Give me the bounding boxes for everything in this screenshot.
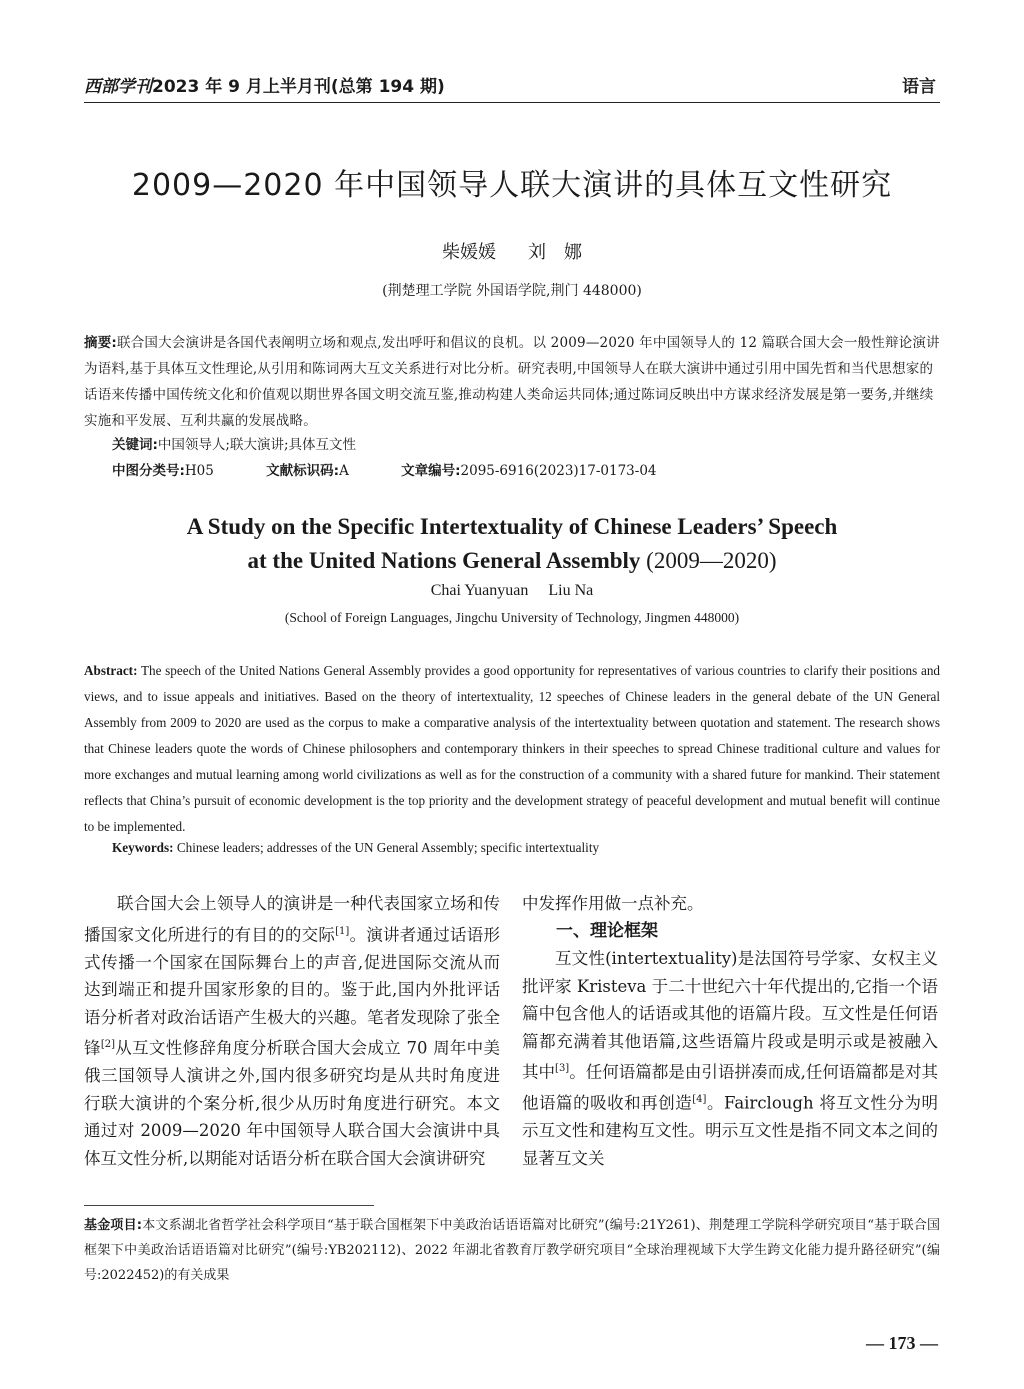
keywords-chinese: [112, 433, 356, 453]
keywords-cn-label: 关键词:: [112, 437, 158, 453]
doc-code-label: 文献标识码:: [266, 463, 340, 479]
funding-label: 基金项目:: [84, 1218, 142, 1233]
title-en-years: (2009—2020): [646, 548, 777, 573]
author-1-cn: 柴媛媛: [442, 242, 496, 263]
citation-ref: [3]: [555, 1063, 570, 1074]
title-en-line2: at the United Nations General Assembly: [247, 548, 641, 573]
abstract-en-label: Abstract:: [84, 663, 138, 678]
citation-ref: [1]: [335, 925, 350, 937]
author-2-en: Liu Na: [548, 582, 594, 599]
author-1-en: Chai Yuanyuan: [430, 582, 529, 599]
header-divider: [84, 102, 940, 103]
running-header: [84, 72, 445, 97]
abstract-english: [84, 658, 940, 840]
classification-line: [112, 459, 705, 479]
keywords-english: [112, 840, 599, 856]
abstract-en-text: The speech of the United Nations General Assembly provides a good opportunity for representatives of various countries to clarify their positions and views, and to issue appeals and initiatives. Based on the theory of intertextuality, 12 speeches of Chinese leaders in the general debate of the UN General Assembly from 2009 to 2020 are used as the corpus to make a comparative analysis of the intertextuality between quotation and statement. The research shows that Chinese leaders quote the words of Chinese philosophers and contemporary thinkers in their speeches to spread Chinese traditional culture and values for more exchanges and mutual learning among world civilizations as well as for the construction of a community with a shared future for mankind. Their statement reflects that China’s pursuit of economic development is the top priority and the development strategy of peaceful development and mutual benefit will continue to be implemented.: [84, 663, 941, 834]
author-2-cn: 刘 娜: [528, 242, 582, 263]
article-number-value: 2095-6916(2023)17-0173-04: [460, 463, 657, 479]
citation-ref: [4]: [692, 1094, 707, 1105]
citation-ref: [2]: [100, 1039, 115, 1050]
keywords-cn-text: 中国领导人;联大演讲;具体互文性: [157, 437, 357, 453]
title-en-line1: A Study on the Specific Intertextuality of Chinese Leaders’ Speech: [186, 514, 838, 539]
body-paragraph: 联合国大会上领导人的演讲是一种代表国家立场和传播国家文化所进行的有目的的交际[1]。演讲者通过话语形式传播一个国家在国际舞台上的声音,促进国际交流从而达到端正和提升国家形象的目的。鉴于此,国内外批评话语分析者对政治话语产生极大的兴趣。笔者发现除了张全锋[2]从互文性修辞角度分析联合国大会成立 70 周年中美俄三国领导人演讲之外,国内很多研究均是从共时角度进行联大演讲的个案分析,很少从历时角度进行研究。本文通过对 2009—2020 年中国领导人联合国大会演讲中具体互文性分析,以期能对话语分析在联合国大会演讲研究: [84, 894, 501, 1168]
body-paragraph: 互文性(intertextuality)是法国符号学家、女权主义批评家 Kristeva 于二十世纪六十年代提出的,它指一个语篇中包含他人的话语或其他的语篇片段。互文性是任何语篇都充满着其他语篇,这些语篇片段或是明示或是被融入其中[3]。任何语篇都是由引语拼凑而成,任何语篇都是对其他语篇的吸收和再创造[4]。Fairclough 将互文性分为明示互文性和建构互文性。明示互文性是指不同文本之间的显著互文关: [522, 949, 939, 1168]
keywords-en-text: Chinese leaders; addresses of the UN General Assembly; specific intertextuality: [176, 840, 600, 855]
issue-info: 2023 年 9 月上半月刊(总第 194 期): [152, 77, 445, 97]
title-chinese: 2009—2020 年中国领导人联大演讲的具体互文性研究: [131, 168, 893, 203]
authors-english: [0, 582, 1024, 600]
clc-label: 中图分类号:: [112, 463, 185, 479]
footnote-divider: [84, 1205, 374, 1206]
page-number: — 173 —: [866, 1333, 938, 1353]
funding-footnote: [84, 1213, 940, 1288]
abstract-cn-text: 联合国大会演讲是各国代表阐明立场和观点,发出呼吁和倡议的良机。以 2009—2020 年中国领导人的 12 篇联合国大会一般性辩论演讲为语料,基于具体互文性理论,从引用和陈词两大互文关系进行对比分析。研究表明,中国领导人在联大演讲中通过引用中国先哲和当代思想家的话语来传播中国传统文化和价值观以期世界各国文明交流互鉴,推动构建人类命运共同体;通过陈词反映出中方谋求经济发展是第一要务,并继续实施和平发展、互利共赢的发展战略。: [84, 335, 940, 429]
title-english: [0, 510, 1024, 578]
body-column-right: [522, 890, 938, 1172]
clc-value: H05: [184, 463, 214, 479]
keywords-en-label: Keywords:: [112, 840, 174, 855]
section-tag: 语言: [902, 77, 936, 97]
funding-text: 本文系湖北省哲学社会科学项目“基于联合国框架下中美政治话语语篇对比研究”(编号:21Y261)、荆楚理工学院科学研究项目“基于联合国框架下中美政治话语语篇对比研究”(编号:YB202112)、2022 年湖北省教育厅教学研究项目“全球治理视域下大学生跨文化能力提升路径研究”(编号:2022452)的有关成果: [84, 1218, 940, 1283]
abstract-cn-label: 摘要:: [84, 335, 117, 351]
journal-logo: 西部学刊: [84, 77, 152, 97]
affiliation-chinese: (荆楚理工学院 外国语学院,荆门 448000): [382, 283, 642, 299]
body-column-left: [84, 890, 500, 1172]
section-heading: 一、理论框架: [556, 920, 658, 941]
authors-chinese: [0, 238, 1024, 264]
doc-code-value: A: [339, 463, 349, 479]
affiliation-english: (School of Foreign Languages, Jingchu University of Technology, Jingmen 448000): [284, 610, 740, 625]
article-number-label: 文章编号:: [401, 463, 461, 479]
abstract-chinese: [84, 330, 940, 434]
body-paragraph-continued: 中发挥作用做一点补充。: [522, 894, 704, 913]
